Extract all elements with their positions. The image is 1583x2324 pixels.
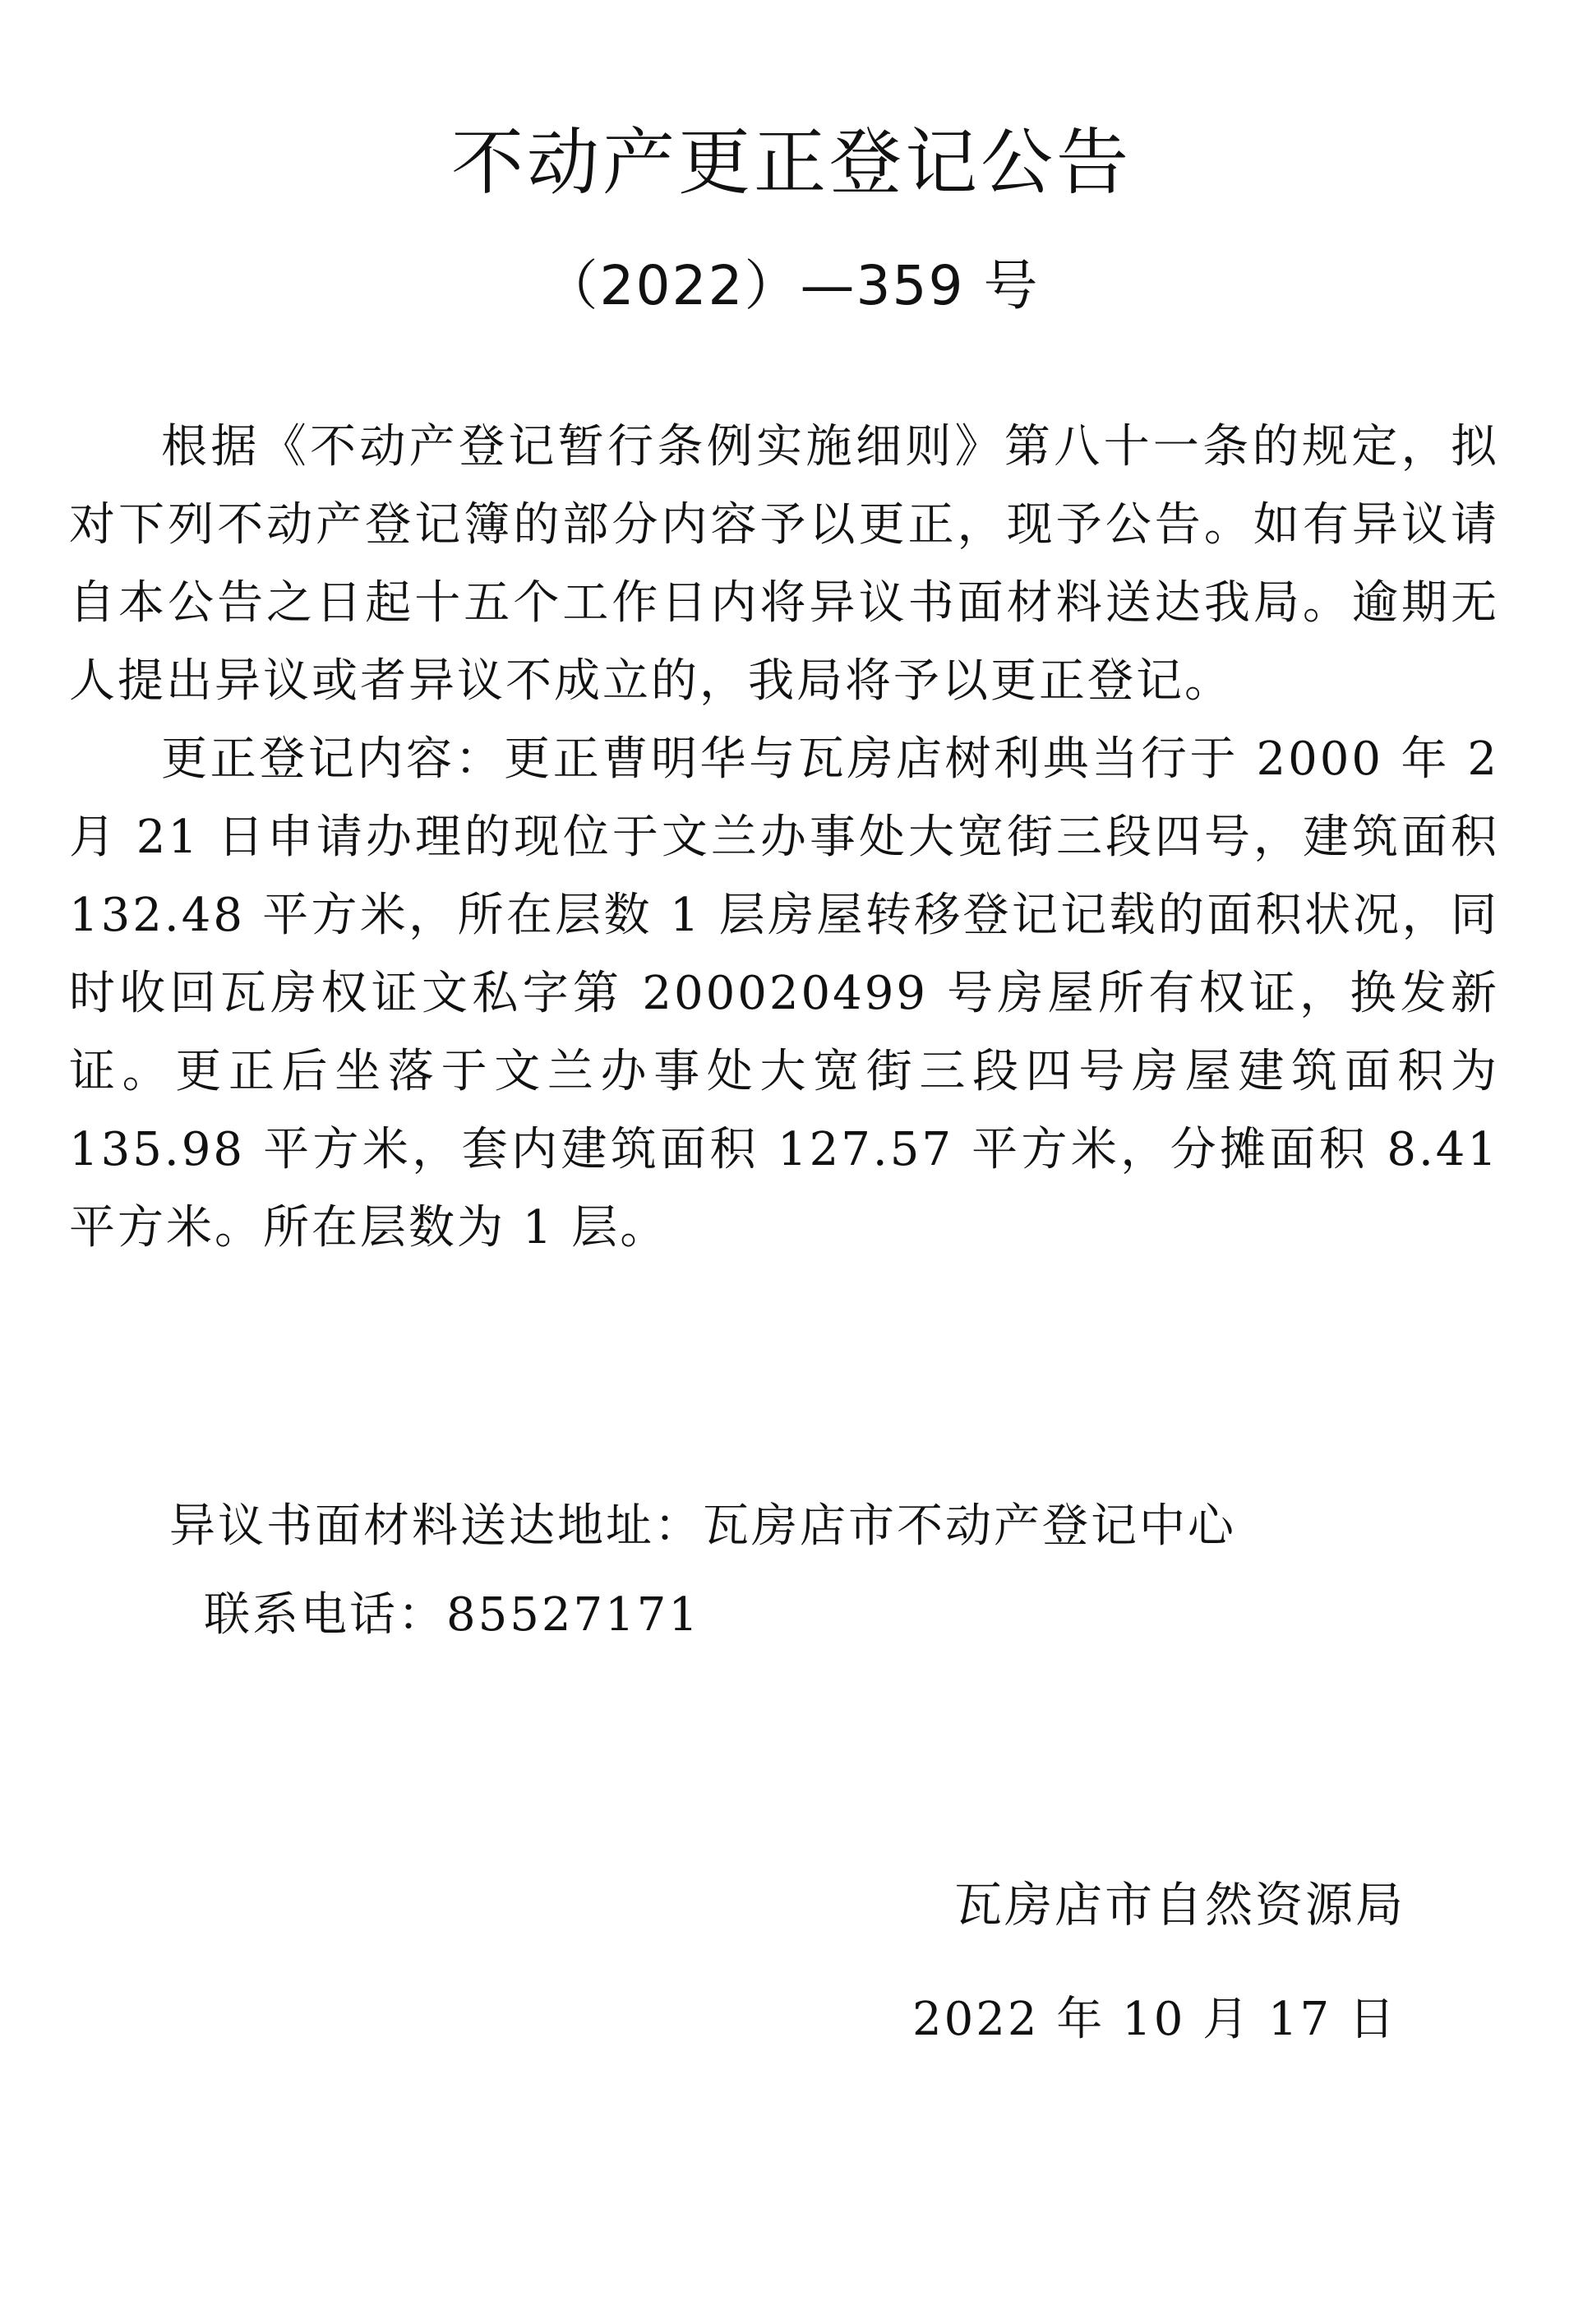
notice-body — [69, 408, 1499, 1267]
paragraph-legal-basis: 根据《不动产登记暂行条例实施细则》第八十一条的规定，拟对下列不动产登记簿的部分内容予以更正，现予公告。如有异议请自本公告之日起十五个工作日内将异议书面材料送达我局。逾期无人提出异议或者异议不成立的，我局将予以更正登记。 — [69, 420, 1499, 708]
notice-title: 不动产更正登记公告 — [450, 120, 1132, 205]
notice-number: （2022）—359 号 — [543, 254, 1040, 317]
issuing-authority: 瓦房店市自然资源局 — [953, 1877, 1405, 1933]
contact-phone: 联系电话：85527171 — [204, 1588, 701, 1642]
notice-date: 2022 年 10 月 17 日 — [911, 1993, 1397, 2046]
objection-address: 异议书面材料送达地址：瓦房店市不动产登记中心 — [169, 1499, 1236, 1553]
paragraph-correction-content: 更正登记内容：更正曹明华与瓦房店树利典当行于 2000 年 2 月 21 日申请办理的现位于文兰办事处大宽街三段四号，建筑面积 132.48 平方米，所在层数 1 层房屋转移登记记载的面积状况，同时收回瓦房权证文私字第 200020499 号房屋所有权证，换发新证。更正后坐落于文兰办事处大宽街三段四号房屋建筑面积为 135.98 平方米，套内建筑面积 127.57 平方米，分摊面积 8.41 平方米。所在层数为 1 层。 — [69, 732, 1500, 1254]
